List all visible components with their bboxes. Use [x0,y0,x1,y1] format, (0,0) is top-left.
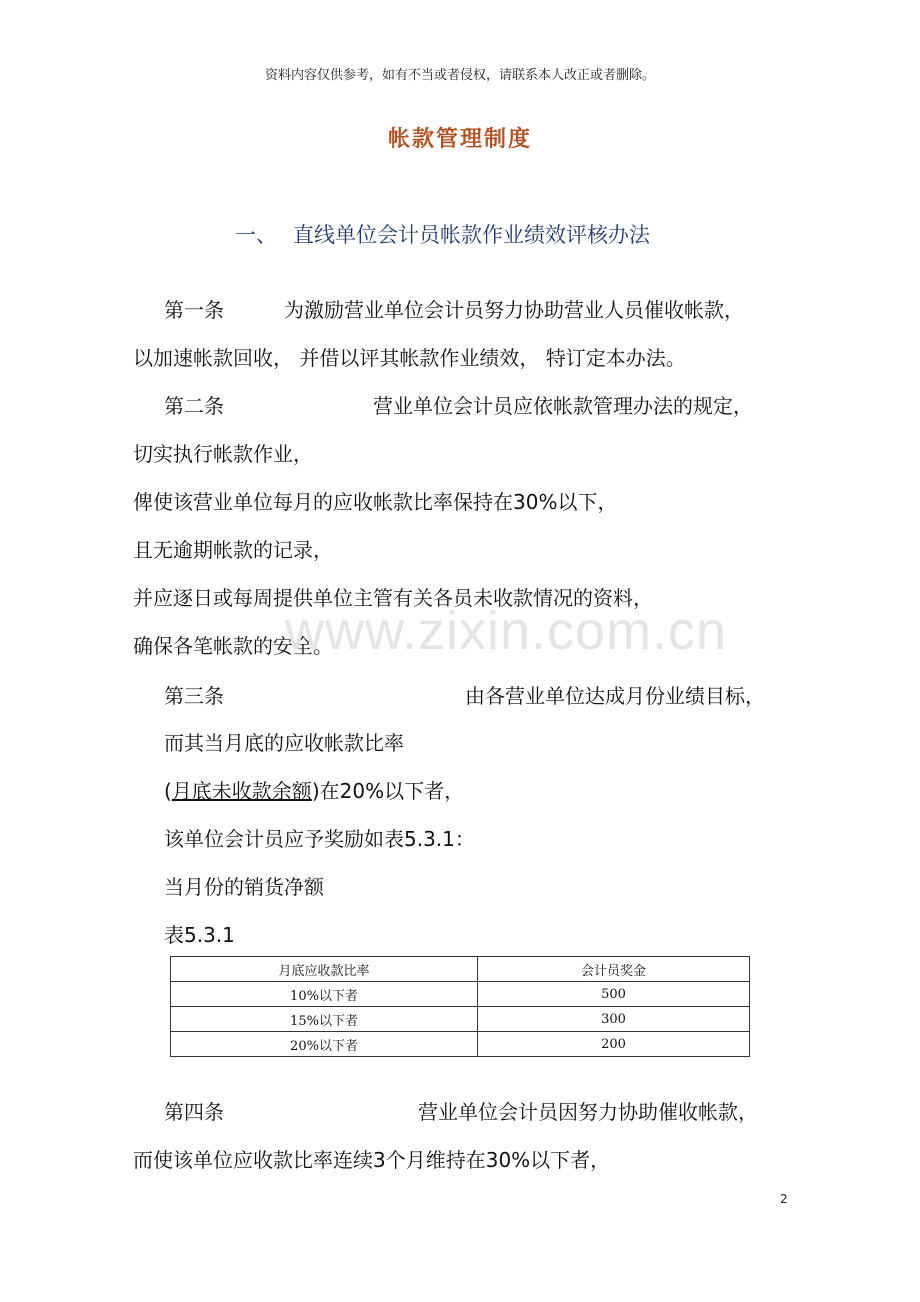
table-caption: 表5.3.1 [164,923,235,947]
article4-text1: 营业单位会计员因努力协助催收帐款， [418,1100,758,1124]
article2-label: 第二条 [164,394,224,418]
article2-text1: 营业单位会计员应依帐款管理办法的规定， [373,394,753,418]
page-number: 2 [780,1192,788,1206]
underlined-term: 月底未收款余额 [171,779,312,803]
line3-rest: )在20%以下者， [311,779,465,803]
article2-line: 且无逾期帐款的记录， [133,538,333,562]
table-cell: 15%以下者 [171,1007,478,1032]
article1-text2: 以加速帐款回收， 并借以评其帐款作业绩效， 特订定本办法。 [133,346,686,370]
table-cell: 300 [478,1007,750,1032]
article3-text1: 由各营业单位达成月份业绩目标， [465,684,765,708]
article1-text1: 为激励营业单位会计员努力协助营业人员催收帐款， [284,298,744,322]
article2-line: 确保各笔帐款的安全。 [133,634,333,658]
table-cell: 200 [478,1032,750,1057]
table-row [171,1007,750,1032]
table-header-row [171,957,750,982]
section-number: 一、 [235,223,277,247]
table-header-cell: 月底应收款比率 [171,957,478,982]
section-heading [235,219,650,249]
paren-open: ( [164,779,172,803]
article3-line3 [164,775,464,804]
article2-line: 切实执行帐款作业， [133,442,313,466]
article3-line4: 该单位会计员应予奖励如表5.3.1： [164,827,475,851]
article4-label: 第四条 [164,1100,224,1124]
section-title: 直线单位会计员帐款作业绩效评核办法 [293,223,650,247]
article2-line: 并应逐日或每周提供单位主管有关各员未收款情况的资料， [133,586,653,610]
table-cell: 20%以下者 [171,1032,478,1057]
article2-line: 俾使该营业单位每月的应收帐款比率保持在30%以下， [133,490,618,514]
page-title: 帐款管理制度 [387,127,532,152]
bonus-table [170,956,750,1057]
article3-label: 第三条 [164,684,224,708]
article4-text2: 而使该单位应收款比率连续3个月维持在30%以下者， [133,1148,611,1172]
table-header-cell: 会计员奖金 [478,957,750,982]
table-row [171,1032,750,1057]
table-cell: 10%以下者 [171,982,478,1007]
watermark: www.zixin.com.cn [285,601,728,661]
table-row [171,982,750,1007]
article3-line2: 而其当月底的应收帐款比率 [164,731,404,755]
article1-label: 第一条 [164,298,224,322]
article3-line5: 当月份的销货净额 [164,875,324,899]
header-disclaimer: 资料内容仅供参考，如有不当或者侵权，请联系本人改正或者删除。 [264,68,655,83]
table-cell: 500 [478,982,750,1007]
